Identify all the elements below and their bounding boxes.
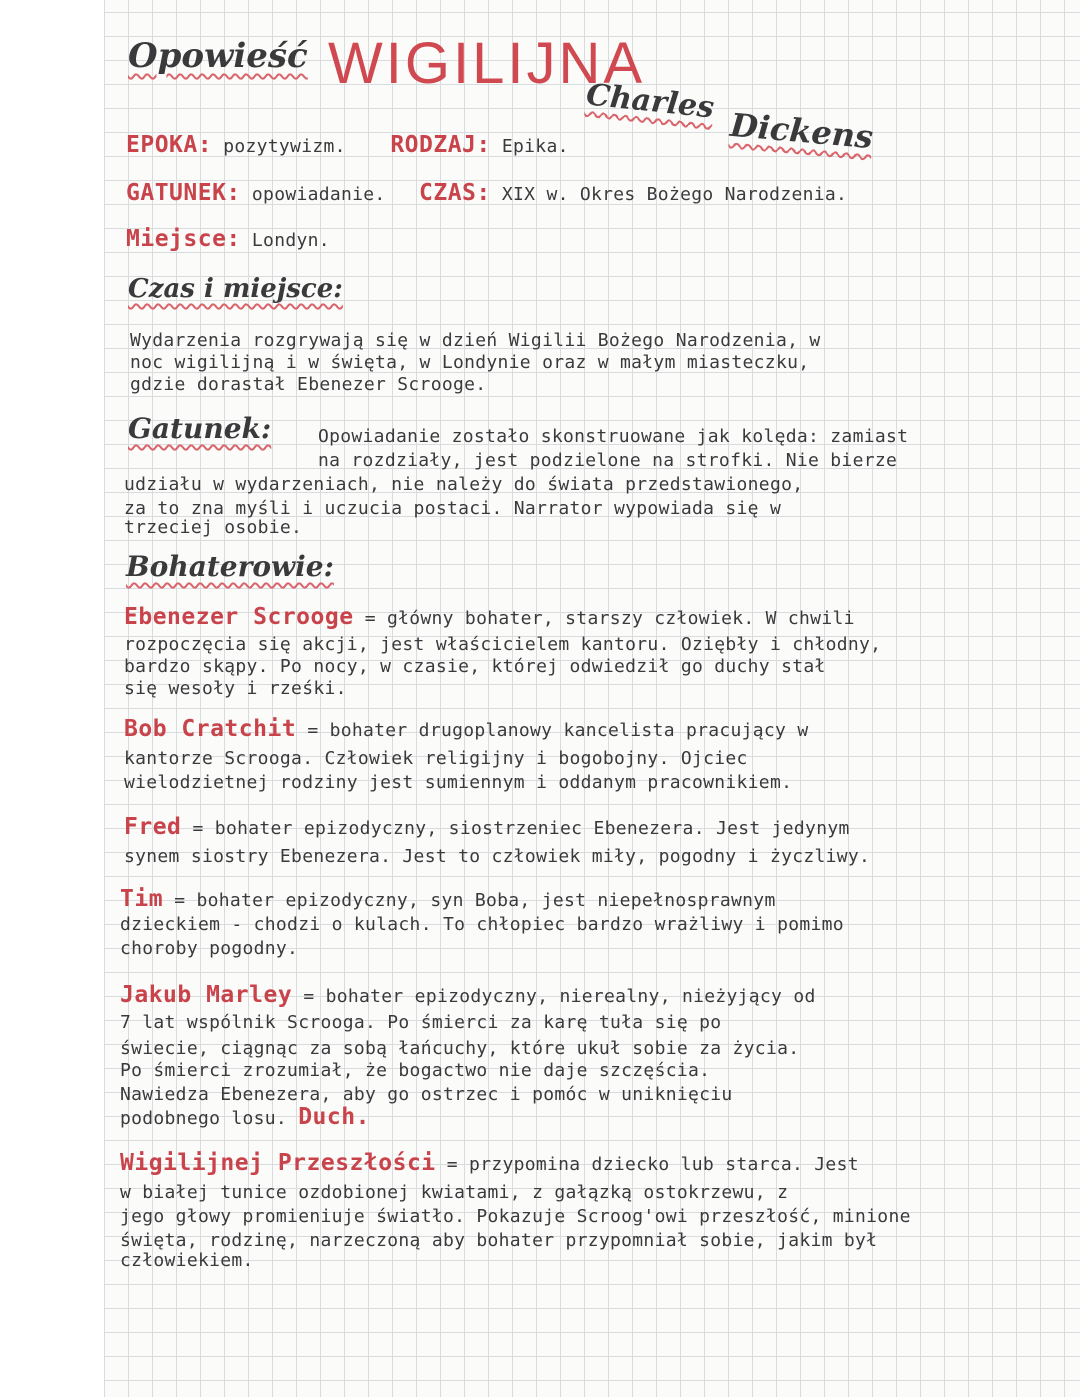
character-tim-line-2: dzieckiem - chodzi o kulach. To chłopiec bardzo wrażliwy i pomimo: [120, 914, 844, 935]
character-tim-line-1: [120, 888, 776, 912]
czas-line-3: gdzie dorastał Ebenezer Scrooge.: [130, 374, 487, 395]
character-bob-line-2: kantorze Scrooga. Człowiek religijny i bogobojny. Ojciec: [124, 748, 748, 769]
rodzaj-value: Epika.: [501, 136, 569, 157]
gatunek-value: opowiadanie.: [251, 184, 386, 205]
character-duch-line-2: w białej tunice ozdobionej kwiatami, z gałązką ostokrzewu, z: [120, 1182, 789, 1203]
gatunek-line-5: trzeciej osobie.: [124, 517, 303, 538]
title-main: WIGILIJNA: [328, 31, 646, 96]
czas-label: CZAS:: [419, 180, 491, 206]
character-scrooge-name: Ebenezer Scrooge: [124, 604, 354, 630]
character-marley-line-5: Nawiedza Ebenezera, aby go ostrzec i pomóc w uniknięciu: [120, 1084, 733, 1105]
gatunek-line-2: na rozdziały, jest podzielone na strofki. Nie bierze: [318, 450, 898, 471]
character-marley-line-4: Po śmierci zrozumiał, że bogactwo nie daje szczęścia.: [120, 1060, 711, 1081]
character-duch-line-5: człowiekiem.: [120, 1250, 254, 1271]
character-duch-name: Wigilijnej Przeszłości: [120, 1150, 436, 1176]
character-bob-line-1: [124, 718, 808, 742]
character-duch-line-1: [120, 1152, 859, 1176]
character-scrooge-line-3: bardzo skąpy. Po nocy, w czasie, której odwiedził go duchy stał: [124, 656, 826, 677]
miejsce-value: Londyn.: [251, 230, 330, 251]
character-scrooge-line-4: się wesoły i rześki.: [124, 678, 347, 699]
character-scrooge-desc-1: = główny bohater, starszy człowiek. W chwili: [364, 608, 855, 629]
info-line-miejsce: [126, 228, 330, 252]
rodzaj-label: RODZAJ:: [390, 132, 491, 158]
gatunek-line-1: Opowiadanie zostało skonstruowane jak kolęda: zamiast: [318, 426, 909, 447]
gatunek-label: GATUNEK:: [126, 180, 241, 206]
character-marley-line-1: [120, 984, 816, 1008]
character-duch-desc-1: = przypomina dziecko lub starca. Jest: [446, 1154, 859, 1175]
character-fred-line-2: synem siostry Ebenezera. Jest to człowiek miły, pogodny i życzliwy.: [124, 846, 871, 867]
character-marley-desc-6: podobnego losu.: [120, 1108, 288, 1129]
info-line-epoka: [126, 134, 569, 158]
character-bob-name: Bob Cratchit: [124, 716, 297, 742]
gatunek-line-4: za to zna myśli i uczucia postaci. Narrator wypowiada się w: [124, 498, 782, 519]
author-first-name: Charles: [584, 77, 716, 126]
character-bob-desc-1: = bohater drugoplanowy kancelista pracujący w: [307, 720, 809, 741]
character-duch-line-4: święta, rodzinę, narzeczoną aby bohater przypomniał sobie, jakim był: [120, 1230, 878, 1251]
character-tim-name: Tim: [120, 886, 164, 912]
character-marley-line-2: 7 lat wspólnik Scrooga. Po śmierci za karę tuła się po: [120, 1012, 722, 1033]
character-marley-name: Jakub Marley: [120, 982, 293, 1008]
info-line-gatunek: [126, 182, 847, 206]
character-duch-label: Duch.: [298, 1104, 370, 1130]
character-marley-line-3: świecie, ciągnąc za sobą łańcuchy, które ukuł sobie za życia.: [120, 1038, 800, 1059]
heading-czas-i-miejsce: Czas i miejsce:: [128, 274, 343, 304]
character-scrooge-line-1: [124, 606, 855, 630]
miejsce-label: Miejsce:: [126, 226, 241, 252]
heading-gatunek: Gatunek:: [128, 412, 272, 445]
character-bob-line-3: wielodzietnej rodziny jest sumiennym i oddanym pracownikiem.: [124, 772, 793, 793]
character-fred-name: Fred: [124, 814, 182, 840]
czas-line-1: Wydarzenia rozgrywają się w dzień Wigilii Bożego Narodzenia, w: [130, 330, 821, 351]
heading-bohaterowie: Bohaterowie:: [126, 550, 334, 583]
gatunek-line-3: udziału w wydarzeniach, nie należy do świata przedstawionego,: [124, 474, 804, 495]
character-fred-line-1: [124, 816, 850, 840]
czas-line-2: noc wigilijną i w święta, w Londynie oraz w małym miasteczku,: [130, 352, 810, 373]
title-script: Opowieść: [128, 36, 308, 76]
character-duch-line-3: jego głowy promieniuje światło. Pokazuje Scroog'owi przeszłość, minione: [120, 1206, 911, 1227]
character-marley-desc-1: = bohater epizodyczny, nierealny, nieżyjący od: [303, 986, 816, 1007]
character-fred-desc-1: = bohater epizodyczny, siostrzeniec Ebenezera. Jest jedynym: [192, 818, 850, 839]
epoka-value: pozytywizm.: [223, 136, 346, 157]
character-tim-desc-1: = bohater epizodyczny, syn Boba, jest niepełnosprawnym: [174, 890, 776, 911]
author-last-name: Dickens: [728, 105, 875, 157]
character-marley-line-6: [120, 1106, 370, 1130]
character-scrooge-line-2: rozpoczęcia się akcji, jest właścicielem kantoru. Oziębły i chłodny,: [124, 634, 882, 655]
czas-value: XIX w. Okres Bożego Narodzenia.: [501, 184, 848, 205]
epoka-label: EPOKA:: [126, 132, 213, 158]
character-tim-line-3: choroby pogodny.: [120, 938, 299, 959]
